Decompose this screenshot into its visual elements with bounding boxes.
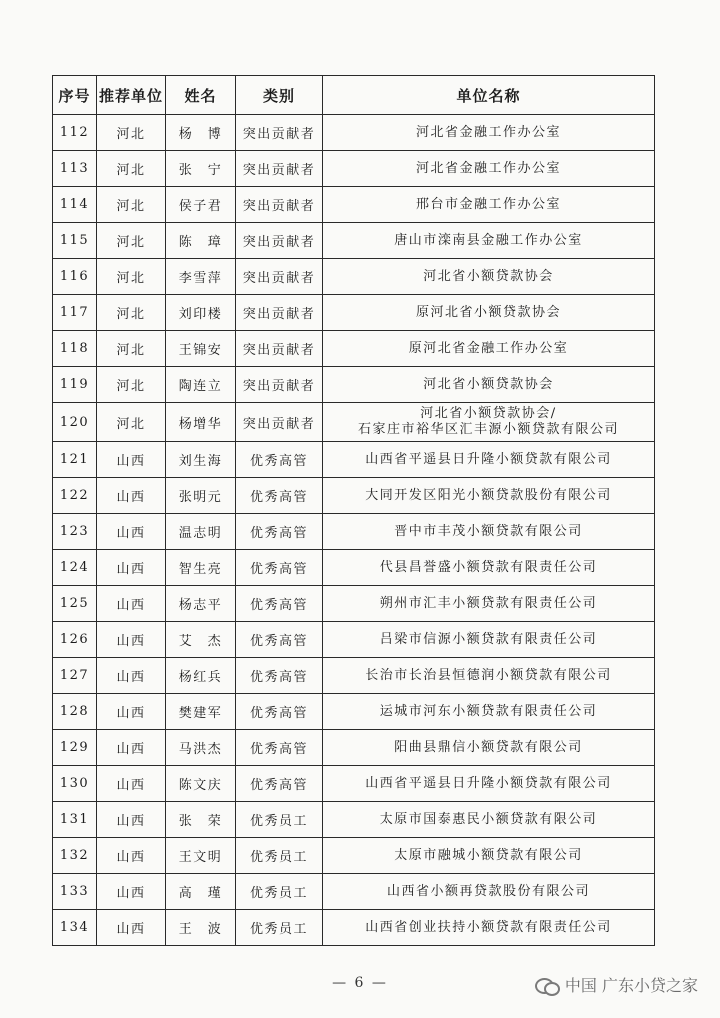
cell-recommending-unit: 河北 [97, 223, 166, 259]
cell-recommending-unit: 河北 [97, 151, 166, 187]
cell-category: 优秀高管 [236, 586, 323, 622]
cell-organization [323, 151, 655, 187]
wechat-icon [535, 976, 559, 994]
cell-serial-number: 122 [53, 478, 97, 514]
organization-line: 原河北省小额贷款协会 [415, 304, 561, 320]
cell-recommending-unit: 河北 [97, 403, 166, 442]
cell-serial-number: 129 [53, 730, 97, 766]
cell-category: 突出贡献者 [236, 295, 323, 331]
organization-line: 山西省平遥县日升隆小额贷款有限公司 [365, 775, 612, 791]
cell-recommending-unit: 山西 [97, 514, 166, 550]
cell-name: 张 荣 [166, 802, 236, 838]
organization-line: 长治市长治县恒德润小额贷款有限公司 [365, 667, 612, 683]
organization-line: 代县昌誉盛小额贷款有限责任公司 [379, 559, 598, 575]
cell-recommending-unit: 山西 [97, 802, 166, 838]
cell-serial-number: 117 [53, 295, 97, 331]
organization-line: 太原市融城小额贷款有限公司 [394, 847, 583, 863]
cell-recommending-unit: 山西 [97, 586, 166, 622]
cell-name: 张明元 [166, 478, 236, 514]
cell-serial-number: 114 [53, 187, 97, 223]
cell-category: 优秀高管 [236, 730, 323, 766]
organization-line: 晋中市丰茂小额贷款有限公司 [394, 523, 583, 539]
cell-recommending-unit: 山西 [97, 766, 166, 802]
cell-category: 优秀高管 [236, 694, 323, 730]
header-recommending-unit: 推荐单位 [97, 76, 166, 115]
cell-name: 温志明 [166, 514, 236, 550]
cell-name: 刘印楼 [166, 295, 236, 331]
cell-recommending-unit: 山西 [97, 730, 166, 766]
organization-line: 原河北省金融工作办公室 [408, 340, 569, 356]
organization-line: 河北省小额贷款协会 [423, 376, 554, 392]
cell-category: 突出贡献者 [236, 115, 323, 151]
cell-serial-number: 118 [53, 331, 97, 367]
cell-recommending-unit: 河北 [97, 115, 166, 151]
cell-name: 马洪杰 [166, 730, 236, 766]
table-row [53, 442, 655, 478]
cell-category: 突出贡献者 [236, 367, 323, 403]
organization-line: 河北省金融工作办公室 [415, 124, 561, 140]
organization-line: 大同开发区阳光小额贷款股份有限公司 [365, 487, 612, 503]
cell-serial-number: 124 [53, 550, 97, 586]
table-row [53, 367, 655, 403]
award-roster-table [52, 75, 655, 946]
cell-organization [323, 874, 655, 910]
cell-recommending-unit: 山西 [97, 550, 166, 586]
cell-serial-number: 130 [53, 766, 97, 802]
table-row [53, 766, 655, 802]
table-row [53, 910, 655, 946]
cell-category: 突出贡献者 [236, 259, 323, 295]
cell-name: 王文明 [166, 838, 236, 874]
cell-recommending-unit: 山西 [97, 442, 166, 478]
cell-name: 杨增华 [166, 403, 236, 442]
cell-recommending-unit: 山西 [97, 658, 166, 694]
cell-organization [323, 694, 655, 730]
table-row [53, 514, 655, 550]
cell-name: 刘生海 [166, 442, 236, 478]
cell-recommending-unit: 山西 [97, 622, 166, 658]
table-row [53, 658, 655, 694]
organization-line: 朔州市汇丰小额贷款有限责任公司 [379, 595, 598, 611]
cell-organization [323, 838, 655, 874]
header-serial-number: 序号 [53, 76, 97, 115]
cell-name: 杨 博 [166, 115, 236, 151]
organization-line: 唐山市滦南县金融工作办公室 [394, 232, 583, 248]
cell-name: 艾 杰 [166, 622, 236, 658]
cell-serial-number: 120 [53, 403, 97, 442]
cell-organization [323, 223, 655, 259]
cell-name: 智生亮 [166, 550, 236, 586]
cell-serial-number: 134 [53, 910, 97, 946]
cell-organization [323, 514, 655, 550]
cell-organization [323, 550, 655, 586]
cell-serial-number: 132 [53, 838, 97, 874]
cell-name: 王 波 [166, 910, 236, 946]
cell-category: 优秀员工 [236, 874, 323, 910]
cell-category: 优秀高管 [236, 766, 323, 802]
cell-category: 优秀高管 [236, 658, 323, 694]
table-row [53, 802, 655, 838]
cell-name: 张 宁 [166, 151, 236, 187]
cell-name: 陈 璋 [166, 223, 236, 259]
table-row [53, 223, 655, 259]
cell-serial-number: 113 [53, 151, 97, 187]
cell-serial-number: 121 [53, 442, 97, 478]
table-row [53, 730, 655, 766]
organization-line: 太原市国泰惠民小额贷款有限公司 [379, 811, 598, 827]
organization-line: 邢台市金融工作办公室 [415, 196, 561, 212]
table-row [53, 586, 655, 622]
organization-line: 石家庄市裕华区汇丰源小额贷款有限公司 [357, 422, 619, 437]
cell-name: 陶连立 [166, 367, 236, 403]
cell-recommending-unit: 河北 [97, 187, 166, 223]
cell-category: 优秀高管 [236, 622, 323, 658]
table-row [53, 838, 655, 874]
cell-category: 优秀员工 [236, 802, 323, 838]
cell-recommending-unit: 河北 [97, 331, 166, 367]
cell-organization [323, 766, 655, 802]
table-row [53, 259, 655, 295]
cell-organization [323, 802, 655, 838]
cell-serial-number: 127 [53, 658, 97, 694]
cell-serial-number: 126 [53, 622, 97, 658]
table-body [53, 115, 655, 946]
cell-serial-number: 123 [53, 514, 97, 550]
cell-category: 优秀高管 [236, 514, 323, 550]
cell-category: 优秀高管 [236, 550, 323, 586]
watermark [535, 973, 698, 996]
cell-recommending-unit: 山西 [97, 694, 166, 730]
header-organization: 单位名称 [323, 76, 655, 115]
cell-category: 突出贡献者 [236, 403, 323, 442]
cell-name: 高 瑾 [166, 874, 236, 910]
organization-line: 山西省创业扶持小额贷款有限责任公司 [365, 919, 612, 935]
cell-category: 突出贡献者 [236, 151, 323, 187]
cell-organization [323, 622, 655, 658]
cell-serial-number: 115 [53, 223, 97, 259]
cell-recommending-unit: 山西 [97, 838, 166, 874]
cell-serial-number: 125 [53, 586, 97, 622]
table-row [53, 694, 655, 730]
cell-recommending-unit: 山西 [97, 874, 166, 910]
cell-recommending-unit: 河北 [97, 295, 166, 331]
header-name: 姓名 [166, 76, 236, 115]
table-row [53, 295, 655, 331]
cell-serial-number: 119 [53, 367, 97, 403]
cell-category: 优秀高管 [236, 478, 323, 514]
organization-line: 河北省金融工作办公室 [415, 160, 561, 176]
organization-line: 山西省小额再贷款股份有限公司 [386, 883, 590, 899]
organization-line: 河北省小额贷款协会/ [420, 406, 557, 421]
cell-category: 突出贡献者 [236, 187, 323, 223]
cell-organization [323, 367, 655, 403]
organization-line: 运城市河东小额贷款有限责任公司 [379, 703, 598, 719]
cell-name: 杨红兵 [166, 658, 236, 694]
cell-serial-number: 116 [53, 259, 97, 295]
cell-organization [323, 658, 655, 694]
cell-name: 侯子君 [166, 187, 236, 223]
page-number: — 6 — [332, 975, 388, 991]
table-row [53, 187, 655, 223]
table-row [53, 115, 655, 151]
cell-name: 杨志平 [166, 586, 236, 622]
cell-organization [323, 586, 655, 622]
cell-name: 李雪萍 [166, 259, 236, 295]
cell-recommending-unit: 山西 [97, 478, 166, 514]
cell-name: 樊建军 [166, 694, 236, 730]
table-header-row [53, 76, 655, 115]
cell-organization [323, 115, 655, 151]
cell-recommending-unit: 山西 [97, 910, 166, 946]
table-row [53, 403, 655, 442]
cell-organization [323, 295, 655, 331]
cell-name: 王锦安 [166, 331, 236, 367]
cell-recommending-unit: 河北 [97, 259, 166, 295]
cell-serial-number: 131 [53, 802, 97, 838]
cell-category: 优秀员工 [236, 910, 323, 946]
cell-organization [323, 910, 655, 946]
table-row [53, 478, 655, 514]
cell-name: 陈文庆 [166, 766, 236, 802]
cell-organization [323, 442, 655, 478]
cell-organization [323, 730, 655, 766]
cell-organization [323, 478, 655, 514]
watermark-text: 中国 广东小贷之家 [564, 976, 698, 995]
cell-organization [323, 259, 655, 295]
table-row [53, 331, 655, 367]
table-row [53, 874, 655, 910]
cell-serial-number: 133 [53, 874, 97, 910]
cell-category: 突出贡献者 [236, 331, 323, 367]
organization-line: 河北省小额贷款协会 [423, 268, 554, 284]
cell-category: 优秀员工 [236, 838, 323, 874]
organization-line: 阳曲县鼎信小额贷款有限公司 [394, 739, 583, 755]
organization-line: 山西省平遥县日升隆小额贷款有限公司 [365, 451, 612, 467]
header-category: 类别 [236, 76, 323, 115]
cell-serial-number: 128 [53, 694, 97, 730]
table-row [53, 622, 655, 658]
table-row [53, 151, 655, 187]
organization-line: 吕梁市信源小额贷款有限责任公司 [379, 631, 598, 647]
table-row [53, 550, 655, 586]
cell-organization [323, 187, 655, 223]
cell-category: 优秀高管 [236, 442, 323, 478]
cell-serial-number: 112 [53, 115, 97, 151]
cell-recommending-unit: 河北 [97, 367, 166, 403]
cell-organization [323, 331, 655, 367]
cell-organization [323, 403, 655, 442]
cell-category: 突出贡献者 [236, 223, 323, 259]
